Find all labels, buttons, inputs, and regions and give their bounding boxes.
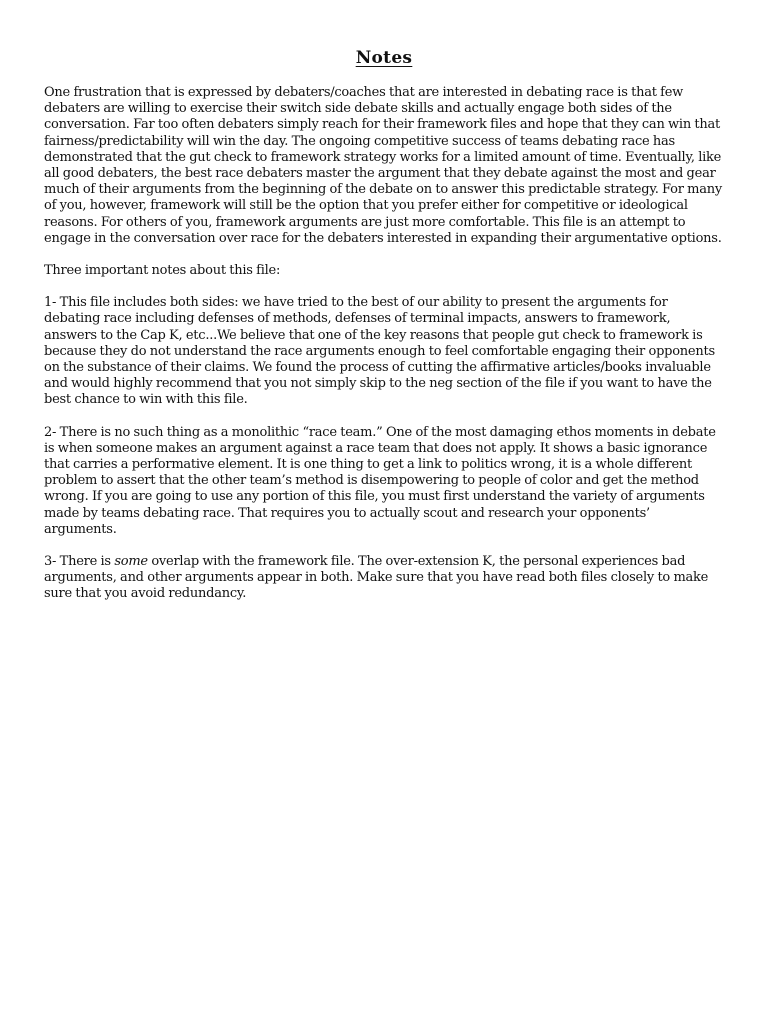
note-1-paragraph: 1- This file includes both sides: we have tried to the best of our ability to present the arguments for debating race including defenses of methods, defenses of terminal impacts, answers to framework, answers to the Cap K, etc...We believe that one of the key reasons that people gut check to framework is because they do not understand the race arguments enough to feel comfortable engaging their opponents on the substance of their claims. We found the process of cutting the affirmative articles/books invaluable and would highly recommend that you not simply skip to the neg section of the file if you want to have the best chance to win with this file.	[44, 295, 715, 408]
notes-heading: Three important notes about this file:	[44, 263, 281, 279]
note-3-suffix: overlap with the framework file. The over-extension K, the personal experiences bad arguments, and other arguments appear in both. Make sure that you have read both files closely to make sure that you avoid redundancy.	[44, 554, 709, 602]
note-3-emphasis: some	[114, 554, 148, 570]
note-3-paragraph	[44, 554, 724, 603]
note-3-prefix: 3- There is	[44, 554, 115, 570]
page-title: Notes	[355, 48, 413, 68]
note-2-paragraph: 2- There is no such thing as a monolithic “race team.” One of the most damaging ethos moments in debate is when someone makes an argument against a race team that does not apply. It shows a basic ignorance that carries a performative element. It is one thing to get a link to politics wrong, it is a whole different problem to assert that the other team’s method is disempowering to people of color and get the method wrong. If you are going to use any portion of this file, you must first understand the variety of arguments made by teams debating race. That requires you to actually scout and research your opponents’ arguments.	[44, 424, 716, 537]
intro-paragraph: One frustration that is expressed by debaters/coaches that are interested in debating race is that few debaters are willing to exercise their switch side debate skills and actually engage both sides of the conversation. Far too often debaters simply reach for their framework files and hope that they can win that fairness/predictability will win the day. The ongoing competitive success of teams debating race has demonstrated that the gut check to framework strategy works for a limited amount of time. Eventually, like all good debaters, the best race debaters master the argument that they debate against the most and gear much of their arguments from the beginning of the debate on to answer this predictable strategy. For many of you, however, framework will still be the option that you prefer either for competitive or ideological reasons. For others of you, framework arguments are just more comfortable. This file is an attempt to engage in the conversation over race for the debaters interested in expanding their argumentative options.	[44, 85, 722, 246]
